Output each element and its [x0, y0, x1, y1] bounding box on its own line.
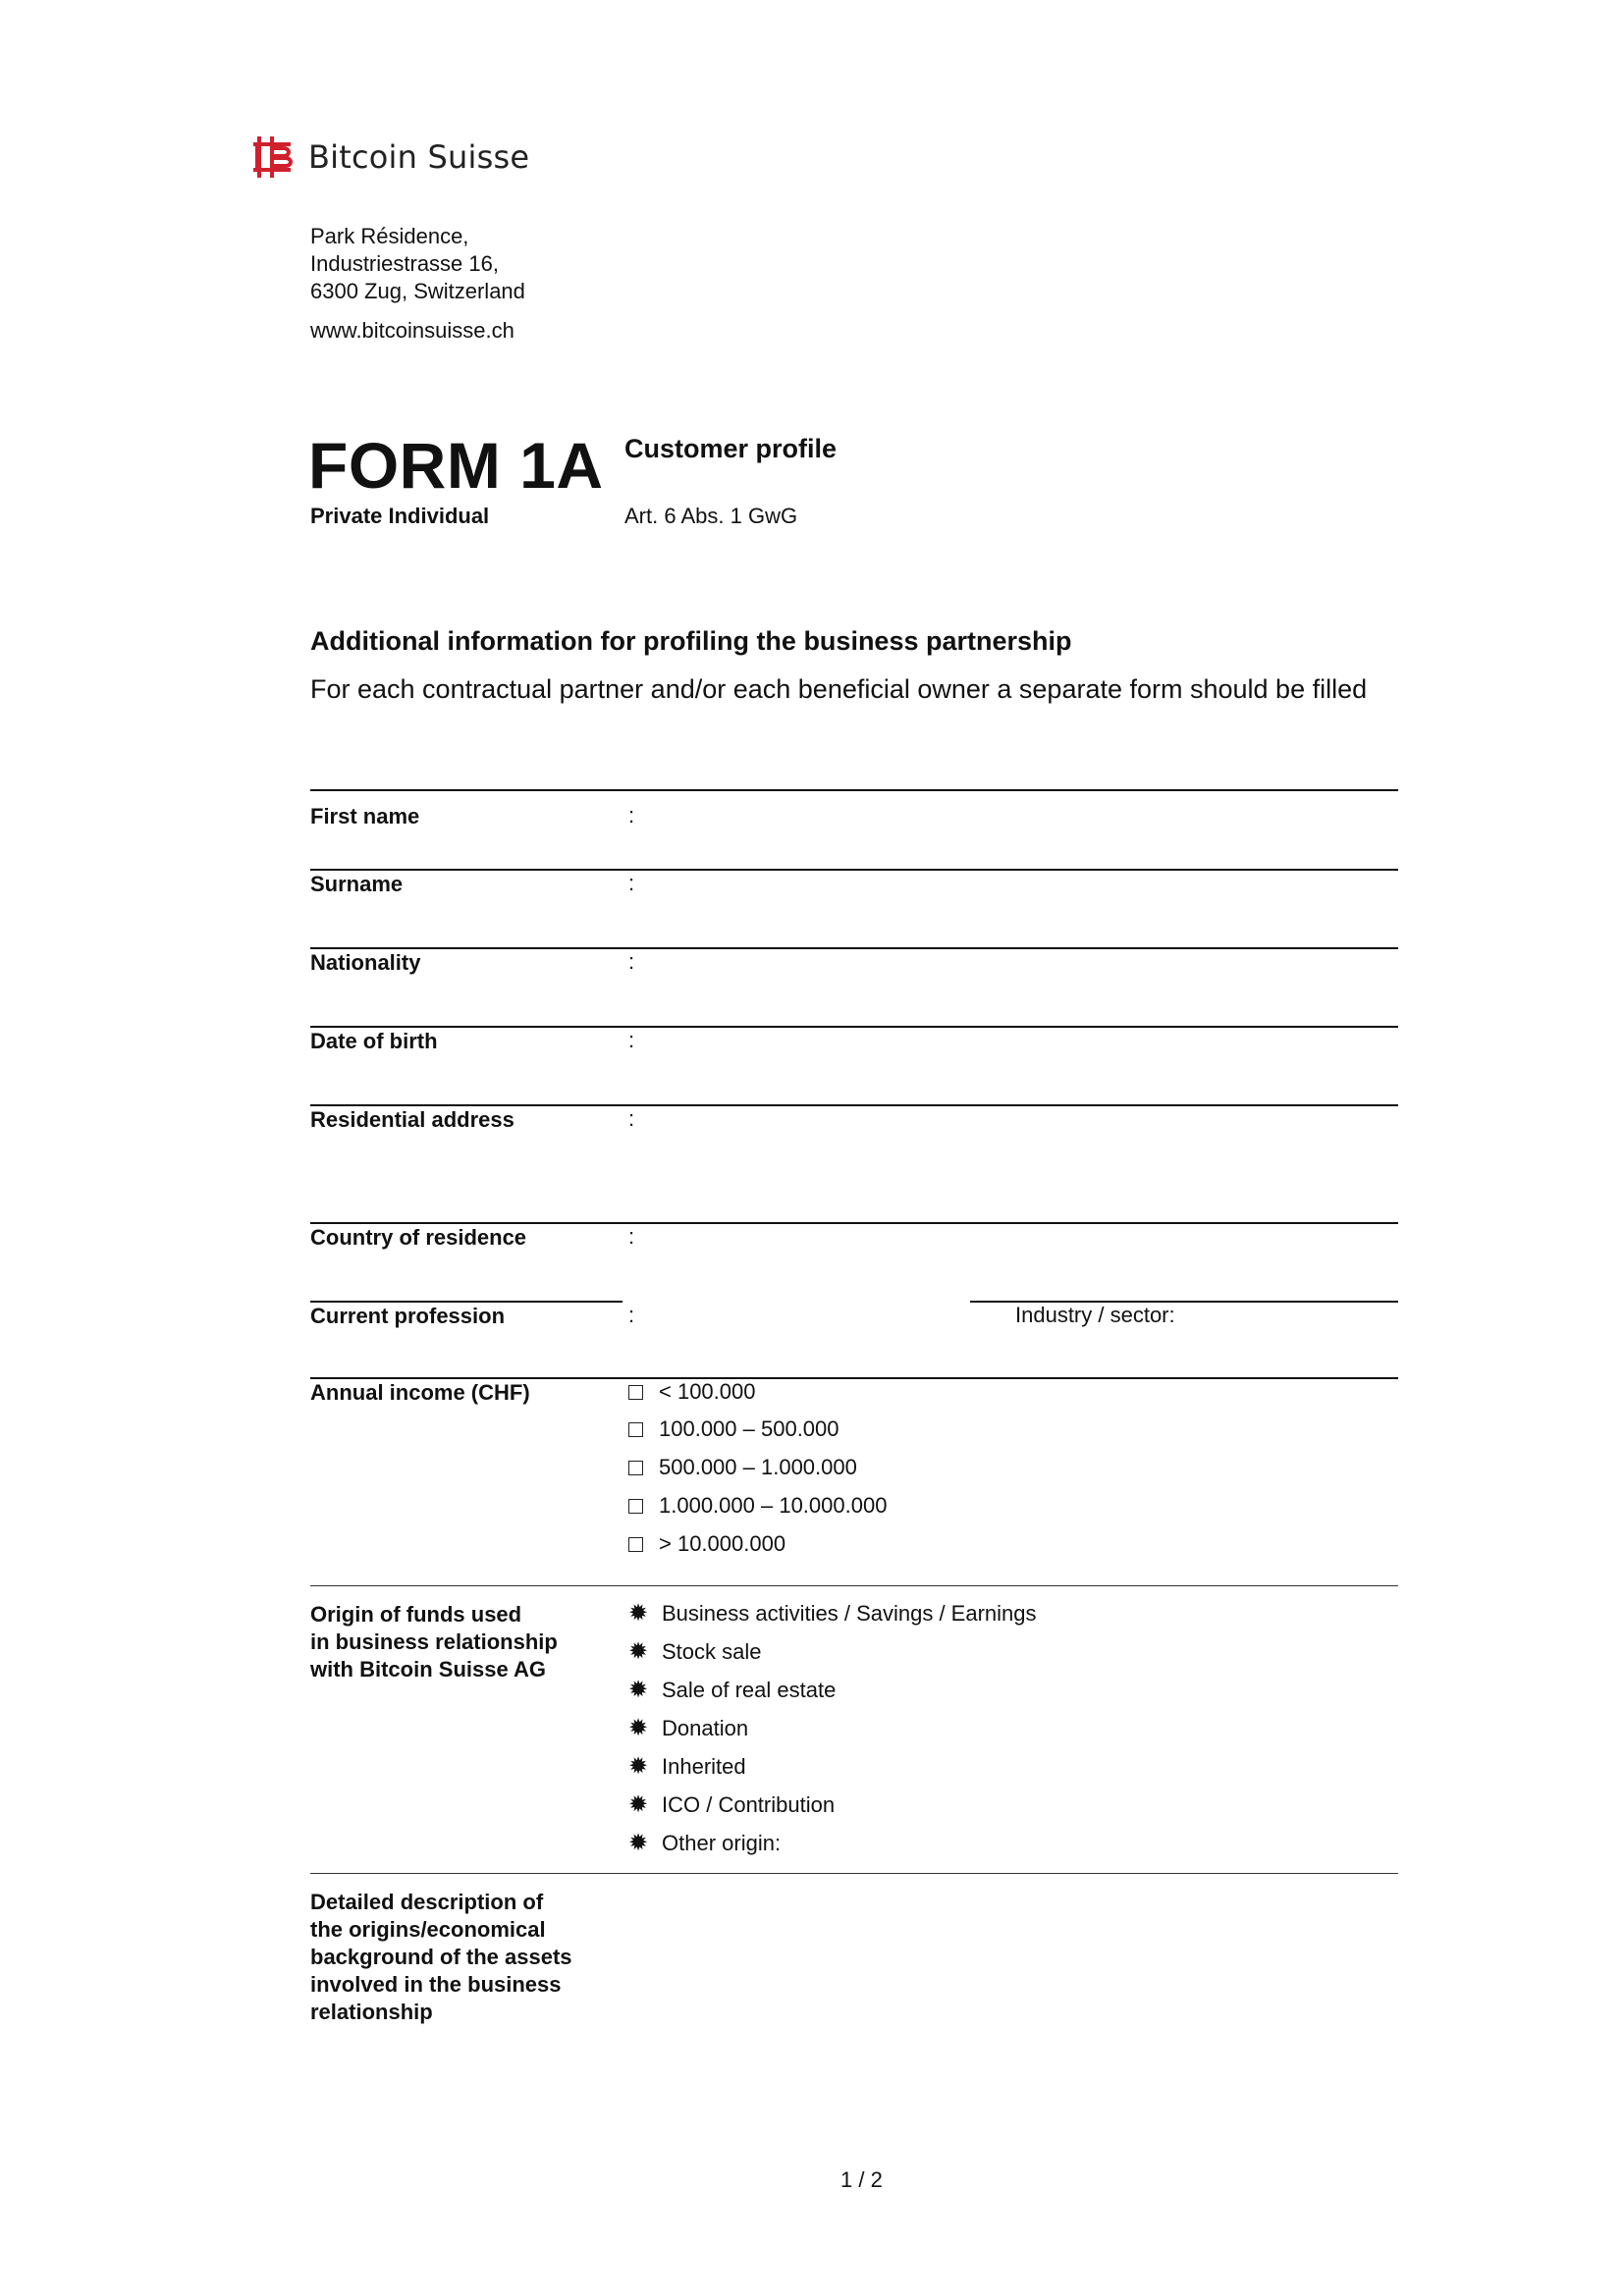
origin-option[interactable]: ✹ Sale of real estate [628, 1677, 837, 1703]
detailed-description-label: Detailed description of the origins/economical background of the assets involved in the business relationship [310, 1890, 572, 2024]
divider [310, 789, 1398, 791]
annual-income-label: Annual income (CHF) [310, 1380, 530, 1405]
divider [310, 869, 1398, 871]
residential-address-field[interactable]: : [628, 1106, 635, 1131]
website-link[interactable]: www.bitcoinsuisse.ch [310, 318, 514, 343]
current-profession-label: Current profession [310, 1304, 506, 1328]
origin-option[interactable]: ✹ Other origin: [628, 1830, 782, 1856]
origin-option[interactable]: ✹ Stock sale [628, 1638, 762, 1665]
first-name-label: First name [310, 804, 420, 828]
origin-option[interactable]: ✹ Donation [628, 1715, 749, 1741]
checkbox-icon[interactable] [628, 1461, 643, 1475]
checkbox-icon[interactable] [628, 1537, 643, 1552]
form-title: FORM 1A [308, 429, 604, 502]
bullet-icon: ✹ [628, 1830, 649, 1856]
detailed-description-field[interactable] [628, 1889, 1398, 2036]
surname-label: Surname [310, 872, 404, 896]
bullet-icon: ✹ [628, 1677, 649, 1703]
bullet-icon: ✹ [628, 1638, 649, 1665]
divider [310, 1026, 1398, 1028]
nationality-label: Nationality [310, 950, 421, 975]
bullet-icon: ✹ [628, 1715, 649, 1741]
first-name-field[interactable]: : [628, 803, 635, 828]
section-intro: For each contractual partner and/or each beneficial owner a separate form should be filled [310, 674, 1368, 704]
divider [310, 947, 1398, 949]
bullet-icon: ✹ [628, 1600, 649, 1627]
origin-of-funds-label: Origin of funds used in business relationship with Bitcoin Suisse AG [310, 1602, 558, 1682]
section-heading: Additional information for profiling the business partnership [310, 626, 1072, 656]
date-of-birth-field[interactable]: : [628, 1028, 635, 1052]
origin-option[interactable]: ✹ Business activities / Savings / Earnings [628, 1600, 1037, 1627]
income-option[interactable]: 500.000 – 1.000.000 [628, 1455, 857, 1480]
divider [310, 1585, 1398, 1586]
profile-title: Customer profile [624, 434, 838, 463]
origin-option[interactable]: ✹ Inherited [628, 1753, 746, 1780]
surname-field[interactable]: : [628, 871, 635, 895]
checkbox-icon[interactable] [628, 1385, 643, 1400]
nationality-field[interactable]: : [628, 949, 635, 974]
income-option[interactable]: < 100.000 [628, 1379, 755, 1405]
income-option[interactable]: 100.000 – 500.000 [628, 1416, 839, 1442]
date-of-birth-label: Date of birth [310, 1029, 438, 1053]
checkbox-icon[interactable] [628, 1499, 643, 1514]
bitcoin-suisse-logo-icon [253, 136, 293, 178]
origin-option[interactable]: ✹ ICO / Contribution [628, 1791, 836, 1818]
brand-name: Bitcoin Suisse [308, 138, 530, 176]
country-of-residence-label: Country of residence [310, 1225, 527, 1250]
form-subtitle: Private Individual [310, 504, 490, 528]
divider [310, 1873, 1398, 1874]
bullet-icon: ✹ [628, 1753, 649, 1780]
page-number: 1 / 2 [840, 2167, 883, 2192]
income-option[interactable]: 1.000.000 – 10.000.000 [628, 1493, 887, 1519]
profile-legal-reference: Art. 6 Abs. 1 GwG [624, 504, 798, 528]
address-line-1: Park Résidence, [310, 224, 469, 248]
checkbox-icon[interactable] [628, 1422, 643, 1437]
address-line-2: Industriestrasse 16, [310, 251, 499, 276]
residential-address-label: Residential address [310, 1107, 514, 1132]
bullet-icon: ✹ [628, 1791, 649, 1818]
country-of-residence-field[interactable]: : [628, 1224, 635, 1249]
industry-sector-field[interactable]: Industry / sector: [1015, 1303, 1175, 1327]
income-option[interactable]: > 10.000.000 [628, 1531, 785, 1557]
address-line-3: 6300 Zug, Switzerland [310, 279, 525, 303]
current-profession-field[interactable]: : [628, 1303, 635, 1327]
